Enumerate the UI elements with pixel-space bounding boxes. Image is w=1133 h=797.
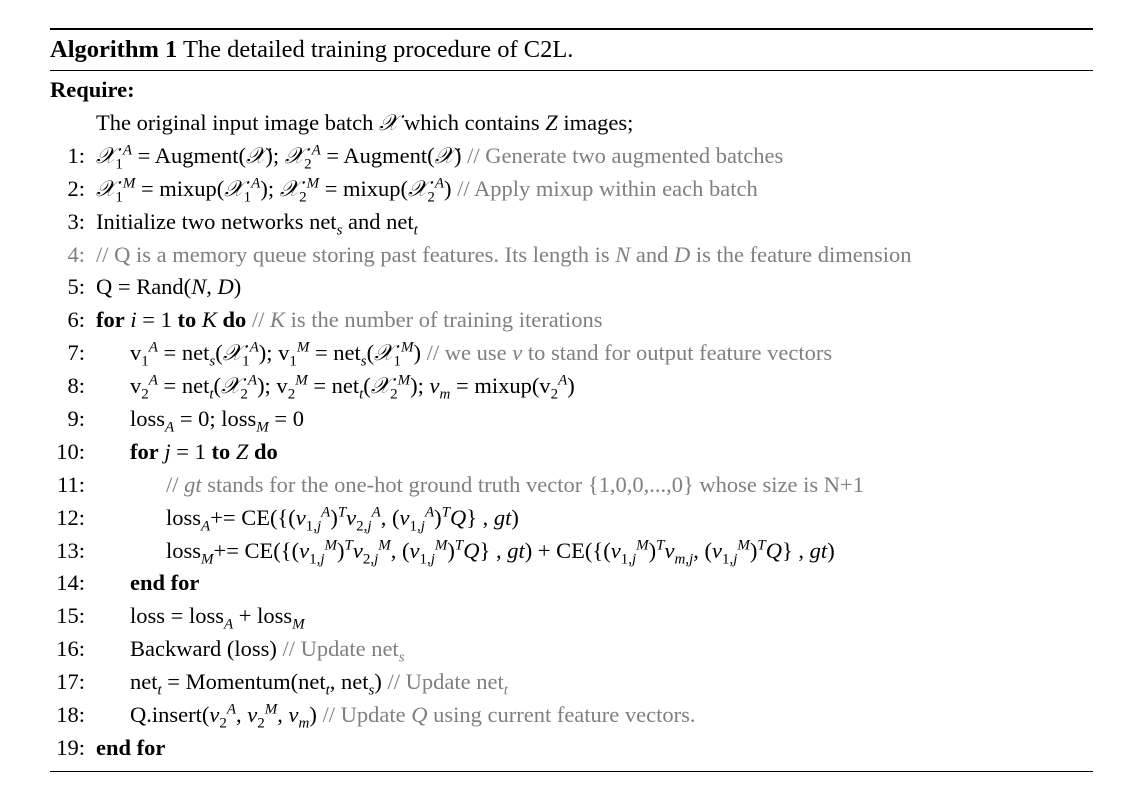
line-content: end for [130, 570, 200, 596]
line-number: 16: [56, 636, 85, 662]
algorithm-line [50, 206, 1093, 239]
algorithm-line [50, 403, 1093, 436]
algorithm-line [50, 666, 1093, 699]
algorithm-line [50, 370, 1093, 403]
line-number: 1: [67, 142, 85, 168]
algorithm-line [50, 732, 1093, 765]
line-content: loss$_M$+= $CE(\{(v_{1,j}^M)^Tv_{2,j}^M$, $(v_{1,j}^M)^TQ$} , $gt) + CE(\{(v_{1,j}^M)^Tv_{m,j}$, $(v_{1,j}^M)^TQ$} , gt) [166, 537, 835, 568]
line-number: 5: [67, 274, 85, 300]
line-number: 13: [56, 537, 85, 563]
line-number: 19: [56, 734, 85, 760]
line-number: 7: [67, 340, 85, 366]
algorithm-line [50, 436, 1093, 469]
line-content: net$_t$ = Momentum(net$_t$, net$_s$) // Update net$_t$ [130, 669, 508, 699]
line-content: $v_1^A$ = net$_s$(𝒳$_1^A$); $v_1^M$ = net$_s$(𝒳$_1^M$) // we use v to stand for output feature vectors [130, 339, 833, 370]
algorithm-line [50, 699, 1093, 732]
line-comment: // Q is a memory queue storing past features. Its length is N and D is the feature dimension [96, 241, 912, 267]
line-content: $v_2^A$ = net$_t$(𝒳$_2^A$); $v_2^M$ = net$_t$(𝒳$_2^M$); $v_m$ = $mixup(v_2^A)$ [130, 372, 575, 403]
algorithm-caption [50, 30, 1093, 70]
algorithm-line [50, 304, 1093, 337]
line-number: 12: [56, 504, 85, 530]
algorithm-label: Algorithm 1 [50, 36, 178, 63]
line-content: $Q.insert(v_2^A$, $v_2^M$, $v_m$) // Update Q using current feature vectors. [130, 701, 696, 732]
algorithm-line [50, 600, 1093, 633]
line-number: 11: [57, 471, 85, 497]
line-comment: // Apply mixup within each batch [457, 175, 758, 201]
algorithm-line [50, 239, 1093, 272]
line-number: 14: [56, 570, 85, 596]
line-content: 𝒳$_1^A$ = Augment(𝒳); 𝒳$_2^A$ = Augment(𝒳) // Generate two augmented batches [96, 142, 784, 173]
algorithm-line [50, 502, 1093, 535]
line-number: 17: [56, 669, 85, 695]
bottom-rule [50, 771, 1093, 772]
require-line: The original input image batch 𝒳 which contains Z images; [96, 110, 634, 135]
line-number: 10: [56, 438, 85, 464]
line-number: 2: [67, 175, 85, 201]
line-content: Backward (loss) // Update net$_s$ [130, 636, 405, 666]
line-number: 18: [56, 702, 85, 728]
algorithm-title: The detailed training procedure of C2L. [182, 36, 574, 63]
algorithm-line [50, 567, 1093, 600]
require-label: Require: [50, 77, 135, 102]
line-content: for i = 1 to K do // K is the number of training iterations [96, 307, 603, 333]
line-number: 9: [67, 406, 85, 432]
line-content: loss = loss$_A$ + loss$_M$ [130, 603, 305, 633]
algorithm-line [50, 535, 1093, 568]
algorithm-block [50, 28, 1093, 772]
line-number: 15: [56, 603, 85, 629]
line-content: Initialize two networks net$_s$ and net$_t$ [96, 208, 418, 239]
line-comment: // gt stands for the one-hot ground truth vector {1,0,0,...,0} whose size is N+1 [166, 471, 864, 497]
algorithm-line [50, 173, 1093, 206]
algorithm-line [50, 271, 1093, 304]
algorithm-line [50, 140, 1093, 173]
algorithm-line [50, 633, 1093, 666]
line-content: Q = Rand(N, D) [96, 274, 242, 300]
algorithm-line [50, 337, 1093, 370]
line-number: 8: [67, 373, 85, 399]
line-number: 6: [67, 307, 85, 333]
line-content: 𝒳$_1^M$ = mixup(𝒳$_1^A$); 𝒳$_2^M$ = mixup(𝒳$_2^A$) // Apply mixup within each batch [96, 175, 758, 206]
line-comment: // Generate two augmented batches [467, 142, 784, 168]
line-number: 3: [67, 208, 85, 234]
line-content: end for [96, 734, 166, 760]
line-content: loss$_A$ = 0; loss$_M$ = 0 [130, 406, 304, 436]
algorithm-line [50, 469, 1093, 502]
line-content: for j = 1 to Z do [130, 438, 278, 464]
line-content: loss$_A$+= $CE(\{(v_{1,j}^A)^Tv_{2,j}^A$, $(v_{1,j}^A)^TQ$} , gt) [166, 504, 519, 535]
line-number: 4: [67, 241, 85, 267]
